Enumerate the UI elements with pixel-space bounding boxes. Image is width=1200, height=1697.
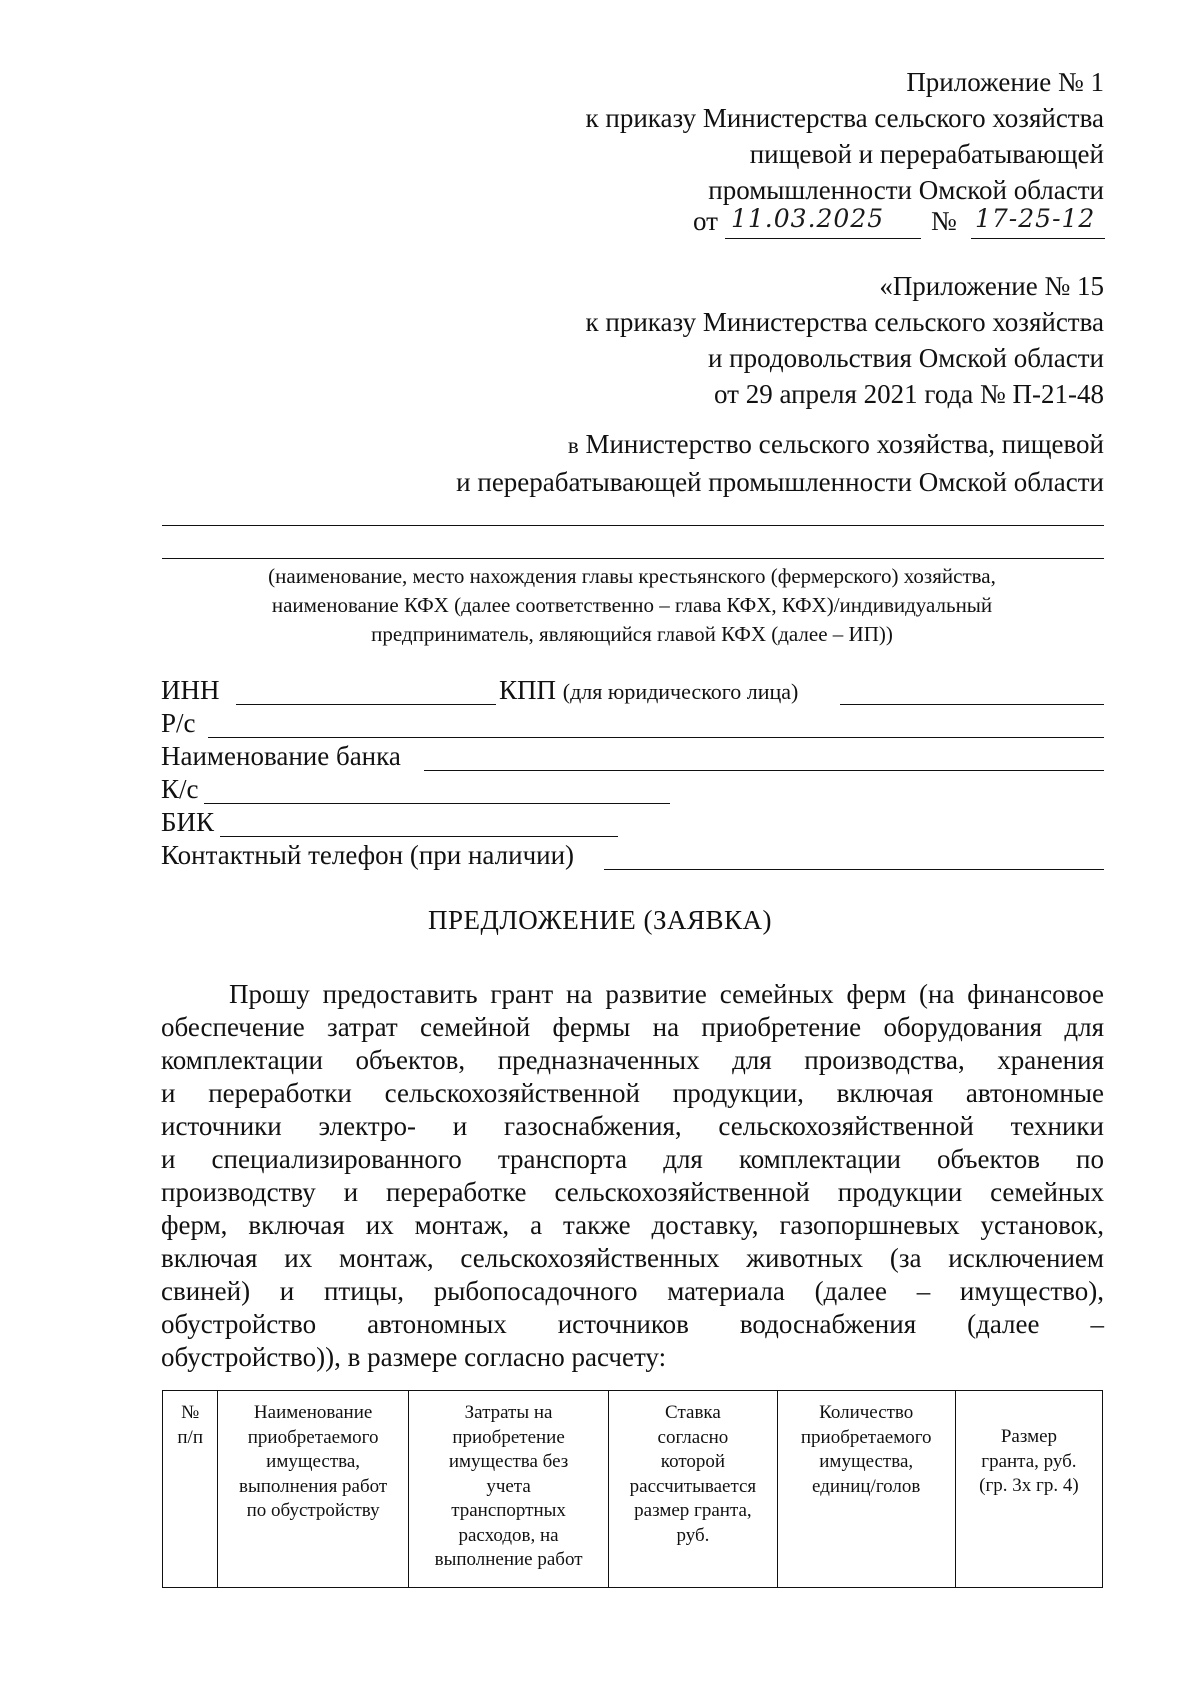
rs-label: Р/с <box>161 708 196 738</box>
body-line: обустройство)), в размере согласно расчету: <box>161 1342 667 1372</box>
header-cell-property-name: Наименование приобретаемого имущества, выполнения работ по обустройству <box>218 1391 408 1588</box>
header-cell-quantity: Количество приобретаемого имущества, единиц/голов <box>777 1391 955 1588</box>
ks-label: К/с <box>161 774 199 804</box>
phone-field[interactable] <box>604 869 1104 870</box>
phone-label: Контактный телефон (при наличии) <box>161 840 575 870</box>
appendix-1-region-line: промышленности Омской области <box>708 175 1104 205</box>
addressee <box>456 426 1104 500</box>
header-cell-costs: Затраты на приобретение имущества без учета транспортных расходов, на выполнение работ <box>408 1391 608 1588</box>
body-line: и специализированного транспорта для комплектации объектов по <box>161 1144 1104 1174</box>
applicant-name-line-1[interactable] <box>162 525 1104 526</box>
bik-field[interactable] <box>220 836 618 837</box>
number-label: № <box>931 206 957 236</box>
appendix-1-date-number <box>693 206 1105 242</box>
appendix-15-date-line: от 29 апреля 2021 года № П-21-48 <box>714 379 1104 409</box>
bank-name-label: Наименование банка <box>161 741 401 771</box>
kpp-note: (для юридического лица) <box>562 679 799 704</box>
bik-label: БИК <box>161 807 215 837</box>
bank-name-field[interactable] <box>424 770 1104 771</box>
body-line: комплектации объектов, предназначенных для производства, хранения <box>161 1045 1104 1075</box>
grant-calculation-table <box>162 1390 1103 1588</box>
table-header-row <box>163 1391 1103 1588</box>
header-cell-grant-amount: Размер гранта, руб. (гр. 3х гр. 4) <box>955 1391 1102 1588</box>
body-line: источники электро- и газоснабжения, сельскохозяйственной техники <box>161 1111 1104 1141</box>
appendix-1-order-line: к приказу Министерства сельского хозяйства <box>585 103 1104 133</box>
header-cell-rate: Ставка согласно которой рассчитывается размер гранта, руб. <box>609 1391 777 1588</box>
number-underline <box>971 238 1105 239</box>
addressee-line-2: и перерабатывающей промышленности Омской области <box>456 467 1104 497</box>
applicant-name-line-2[interactable] <box>162 558 1104 559</box>
inn-label: ИНН <box>161 675 220 705</box>
date-label: от <box>693 206 718 236</box>
body-line: ферм, включая их монтаж, а также доставку, газопоршневых установок, <box>161 1210 1104 1240</box>
kpp-label: КПП (для юридического лица) <box>499 675 799 705</box>
appendix-1-header <box>586 64 1104 208</box>
kpp-field[interactable] <box>840 704 1104 705</box>
body-line: свиней) и птицы, рыбопосадочного материала (далее – имущество), <box>161 1276 1104 1306</box>
appendix-1-title: Приложение № 1 <box>906 67 1104 97</box>
rs-field[interactable] <box>208 737 1104 738</box>
body-line: Прошу предоставить грант на развитие семейных ферм (на финансовое <box>229 979 1104 1009</box>
handwritten-date: 11.03.2025 <box>731 204 885 233</box>
date-underline <box>725 238 921 239</box>
body-line: включая их монтаж, сельскохозяйственных животных (за исключением <box>161 1243 1104 1273</box>
appendix-15-title: «Приложение № 15 <box>879 271 1104 301</box>
appendix-15-order-line: к приказу Министерства сельского хозяйства <box>585 307 1104 337</box>
inn-field[interactable] <box>236 704 496 705</box>
body-line: обустройство автономных источников водоснабжения (далее – <box>161 1309 1104 1339</box>
ks-field[interactable] <box>204 803 670 804</box>
addressee-prefix: в <box>567 433 579 458</box>
appendix-1-ministry-line: пищевой и перерабатывающей <box>749 139 1104 169</box>
body-line: обеспечение затрат семейной фермы на приобретение оборудования для <box>161 1012 1104 1042</box>
addressee-line-1: в Министерство сельского хозяйства, пищевой <box>567 429 1104 459</box>
document-title: ПРЕДЛОЖЕНИЕ (ЗАЯВКА) <box>427 905 773 935</box>
applicant-caption: (наименование, место нахождения главы крестьянского (фермерского) хозяйства, наименование КФХ (далее соответственно – глава КФХ, КФХ)/индивидуальный предприниматель, являющийся главой КФХ (далее – ИП)) <box>268 564 996 646</box>
appendix-15-ministry-line: и продовольствия Омской области <box>707 343 1104 373</box>
body-line: производству и переработке сельскохозяйственной продукции семейных <box>161 1177 1104 1207</box>
appendix-15-header <box>586 268 1104 412</box>
body-line: и переработки сельскохозяйственной продукции, включая автономные <box>161 1078 1104 1108</box>
header-cell-number: № п/п <box>163 1391 218 1588</box>
handwritten-number: 17-25-12 <box>975 204 1096 233</box>
